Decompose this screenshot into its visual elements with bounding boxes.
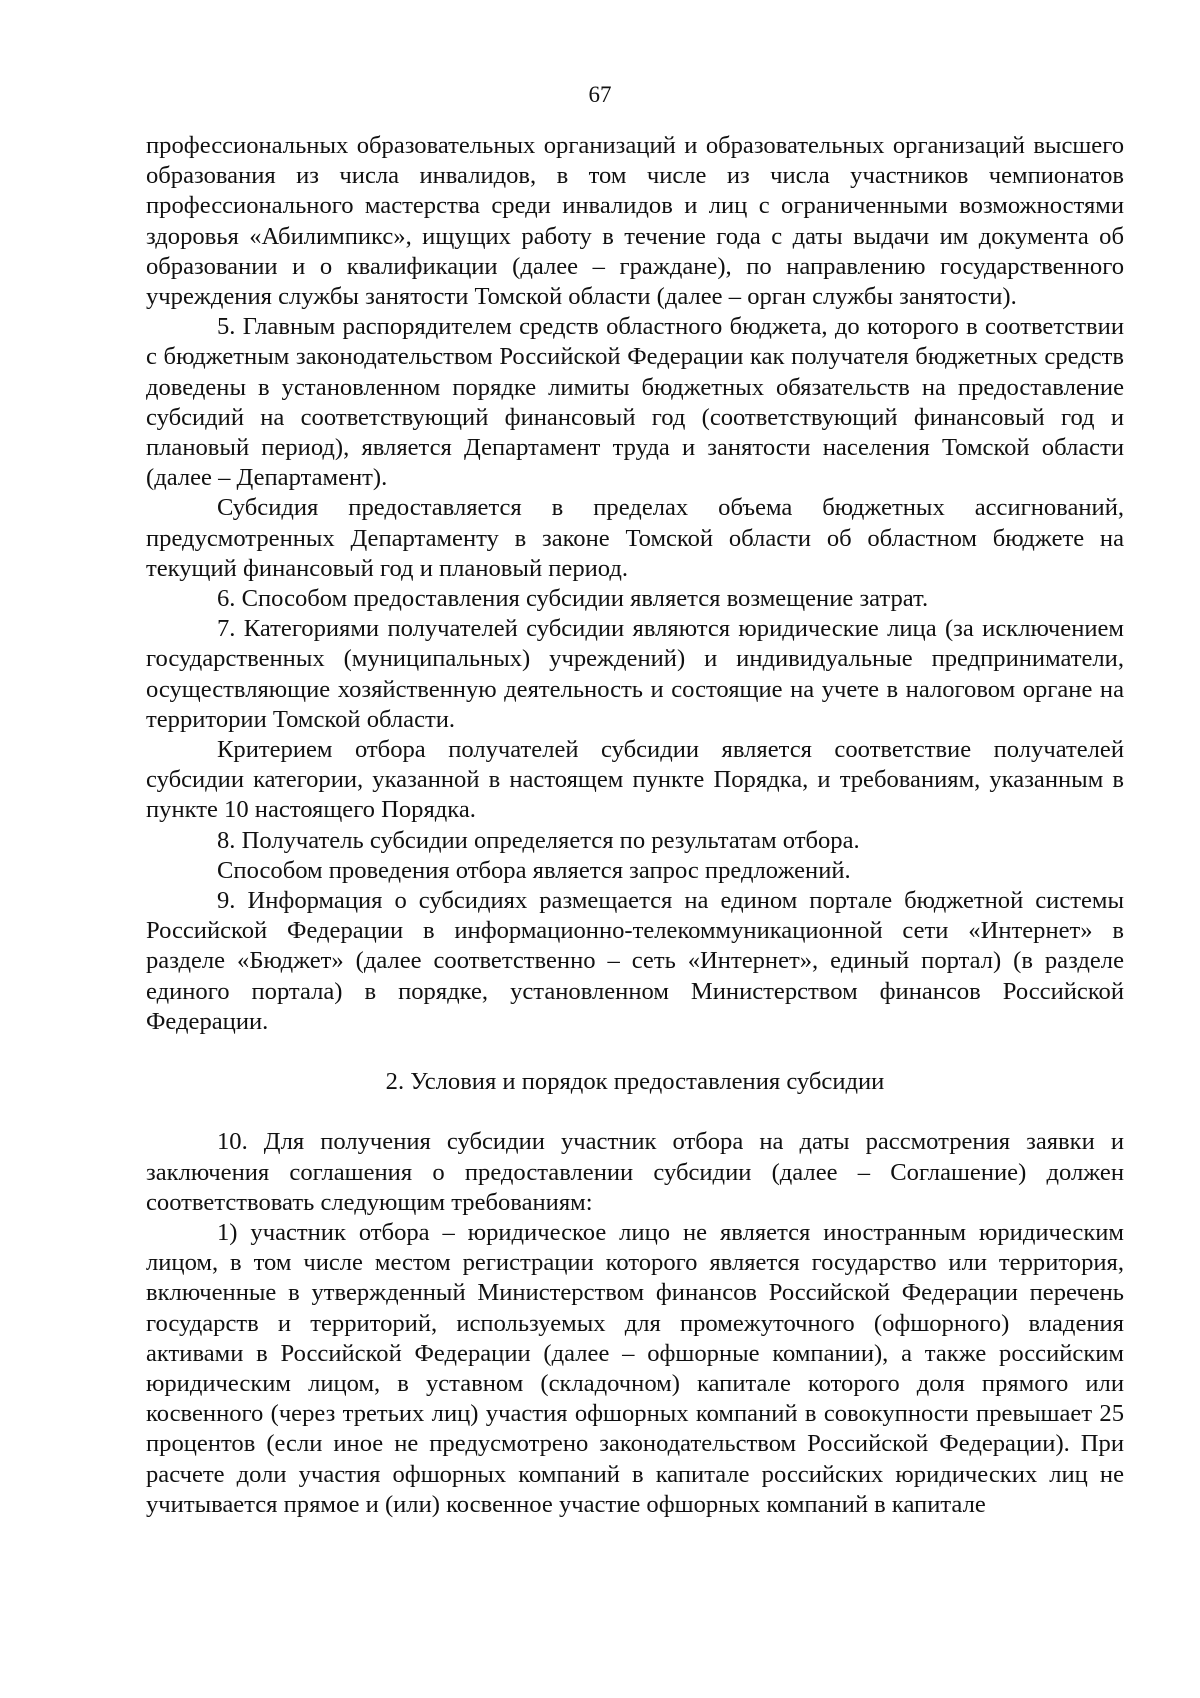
- document-body: [146, 131, 1124, 1520]
- section-heading: 2. Условия и порядок предоставления субсидии: [385, 1068, 885, 1096]
- paragraph-selection-method: Способом проведения отбора является запрос предложений.: [217, 856, 851, 884]
- page-number: 67: [588, 82, 612, 107]
- paragraph-continuation: профессиональных образовательных организаций и образовательных организаций высшего образования из числа инвалидов, в том числе из числа участников чемпионатов профессионального мастерства среди инвалидов и лиц с ограниченными возможностями здоровья «Абилимпикс», ищущих работу в течение года с даты выдачи им документа об образовании и о квалификации (далее – граждане), по направлению государственного учреждения службы занятости Томской области (далее – орган службы занятости).: [146, 132, 1124, 311]
- paragraph-subsidy-limits: Субсидия предоставляется в пределах объема бюджетных ассигнований, предусмотренных Департаменту в законе Томской области об областном бюджете на текущий финансовый год и плановый период.: [146, 494, 1124, 582]
- paragraph-subitem-1: 1) участник отбора – юридическое лицо не является иностранным юридическим лицом, в том числе местом регистрации которого является государство или территория, включенные в утвержденный Министерством финансов Российской Федерации перечень государств и территорий, используемых для промежуточного (офшорного) владения активами в Российской Федерации (далее – офшорные компании), а также российским юридическим лицом, в уставном (складочном) капитале которого доля прямого или косвенного (через третьих лиц) участия офшорных компаний в совокупности превышает 25 процентов (если иное не предусмотрено законодательством Российской Федерации). При расчете доли участия офшорных компаний в капитале российских юридических лиц не учитывается прямое и (или) косвенное участие офшорных компаний в капитале: [146, 1218, 1124, 1518]
- paragraph-item-10: 10. Для получения субсидии участник отбора на даты рассмотрения заявки и заключения соглашения о предоставлении субсидии (далее – Соглашение) должен соответствовать следующим требованиям:: [146, 1128, 1124, 1216]
- paragraph-item-9: 9. Информация о субсидиях размещается на едином портале бюджетной системы Российской Федерации в информационно-телекоммуникационной сети «Интернет» в разделе «Бюджет» (далее соответственно – сеть «Интернет», единый портал) (в разделе единого портала) в порядке, установленном Министерством финансов Российской Федерации.: [146, 887, 1124, 1035]
- paragraph-item-5: 5. Главным распорядителем средств областного бюджета, до которого в соответствии с бюджетным законодательством Российской Федерации как получателя бюджетных средств доведены в установленном порядке лимиты бюджетных обязательств на предоставление субсидий на соответствующий финансовый год (соответствующий финансовый год и плановый период), является Департамент труда и занятости населения Томской области (далее – Департамент).: [146, 313, 1124, 492]
- paragraph-item-6: 6. Способом предоставления субсидии является возмещение затрат.: [217, 585, 929, 613]
- paragraph-item-8: 8. Получатель субсидии определяется по результатам отбора.: [217, 826, 860, 854]
- paragraph-item-7: 7. Категориями получателей субсидии являются юридические лица (за исключением государственных (муниципальных) учреждений) и индивидуальные предприниматели, осуществляющие хозяйственную деятельность и состоящие на учете в налоговом органе на территории Томской области.: [146, 615, 1124, 733]
- paragraph-selection-criterion: Критерием отбора получателей субсидии является соответствие получателей субсидии категории, указанной в настоящем пункте Порядка, и требованиям, указанным в пункте 10 настоящего Порядка.: [146, 736, 1124, 824]
